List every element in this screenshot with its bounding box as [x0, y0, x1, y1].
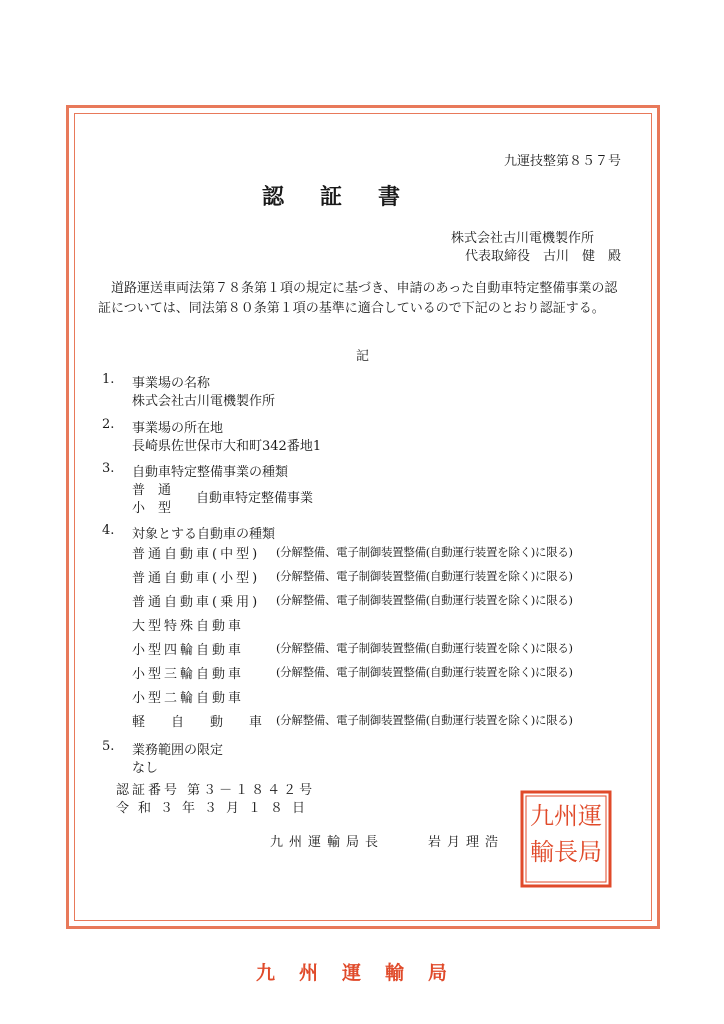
seal-char: 九 [530, 802, 554, 830]
item-number: 5. [102, 739, 115, 754]
recipient-company: 株式会社古川電機製作所 [450, 231, 594, 246]
item-value: 株式会社古川電機製作所 [132, 394, 276, 409]
vehicle-type-name: 小型三輪自動車 [132, 667, 245, 682]
vehicle-type-note: (分解整備、電子制御装置整備(自動運行装置を除く)に限る) [276, 713, 573, 727]
vehicle-type-name: 大型特殊自動車 [132, 619, 245, 634]
footer-issuer: 九州運輸局 [256, 962, 472, 984]
seal-char: 運 [578, 802, 602, 830]
seal-char: 州 [554, 802, 578, 830]
item-label: 事業場の所在地 [132, 421, 224, 436]
item-label: 業務範囲の限定 [132, 743, 224, 758]
document-title: 認証書 [262, 184, 437, 210]
certification-date: 令和３年３月１８日 [116, 801, 315, 816]
vehicle-type-note: (分解整備、電子制御装置整備(自動運行装置を除く)に限る) [276, 569, 573, 583]
seal-char: 長 [554, 838, 578, 866]
seal-char: 輸 [530, 838, 554, 866]
vehicle-type-note: (分解整備、電子制御装置整備(自動運行装置を除く)に限る) [276, 593, 573, 607]
vehicle-type-note: (分解整備、電子制御装置整備(自動運行装置を除く)に限る) [276, 545, 573, 559]
seal-char: 局 [578, 838, 602, 866]
document-number: 九運技整第８５７号 [503, 154, 621, 169]
official-seal [520, 790, 612, 888]
item-class-b: 小 型 [132, 501, 172, 516]
issuer-name: 岩月理浩 [428, 835, 505, 850]
item-label: 自動車特定整備事業の種類 [132, 465, 289, 480]
item-label: 事業場の名称 [132, 376, 211, 391]
vehicle-type-name: 普通自動車(乗用) [132, 595, 261, 610]
item-label: 対象とする自動車の種類 [132, 527, 276, 542]
vehicle-type-name: 普通自動車(中型) [132, 547, 261, 562]
issuer-title: 九州運輸局長 [270, 835, 385, 850]
vehicle-type-note: (分解整備、電子制御装置整備(自動運行装置を除く)に限る) [276, 641, 573, 655]
item-value: なし [132, 761, 159, 776]
item-number: 3. [102, 461, 115, 476]
vehicle-type-name: 小型二輪自動車 [132, 691, 245, 706]
item-value: 長崎県佐世保市大和町342番地1 [132, 439, 322, 454]
item-value: 自動車特定整備事業 [196, 491, 314, 506]
body-paragraph: 道路運送車両法第７８条第１項の規定に基づき、申請のあった自動車特定整備事業の認証については、同法第８０条第１項の基準に適合しているので下記のとおり認証する。 [98, 281, 618, 316]
item-class-a: 普 通 [132, 483, 172, 498]
item-number: 2. [102, 417, 115, 432]
vehicle-type-note: (分解整備、電子制御装置整備(自動運行装置を除く)に限る) [276, 665, 573, 679]
vehicle-type-name: 小型四輪自動車 [132, 643, 245, 658]
vehicle-type-name: 軽 自 動 車 [132, 715, 263, 730]
vehicle-type-name: 普通自動車(小型) [132, 571, 261, 586]
recipient-representative: 代表取締役 古川 健 殿 [464, 249, 621, 264]
certification-number: 認証番号 第３－１８４２号 [116, 783, 316, 798]
item-number: 1. [102, 372, 115, 387]
item-number: 4. [102, 523, 115, 538]
ki-heading: 記 [356, 349, 370, 364]
